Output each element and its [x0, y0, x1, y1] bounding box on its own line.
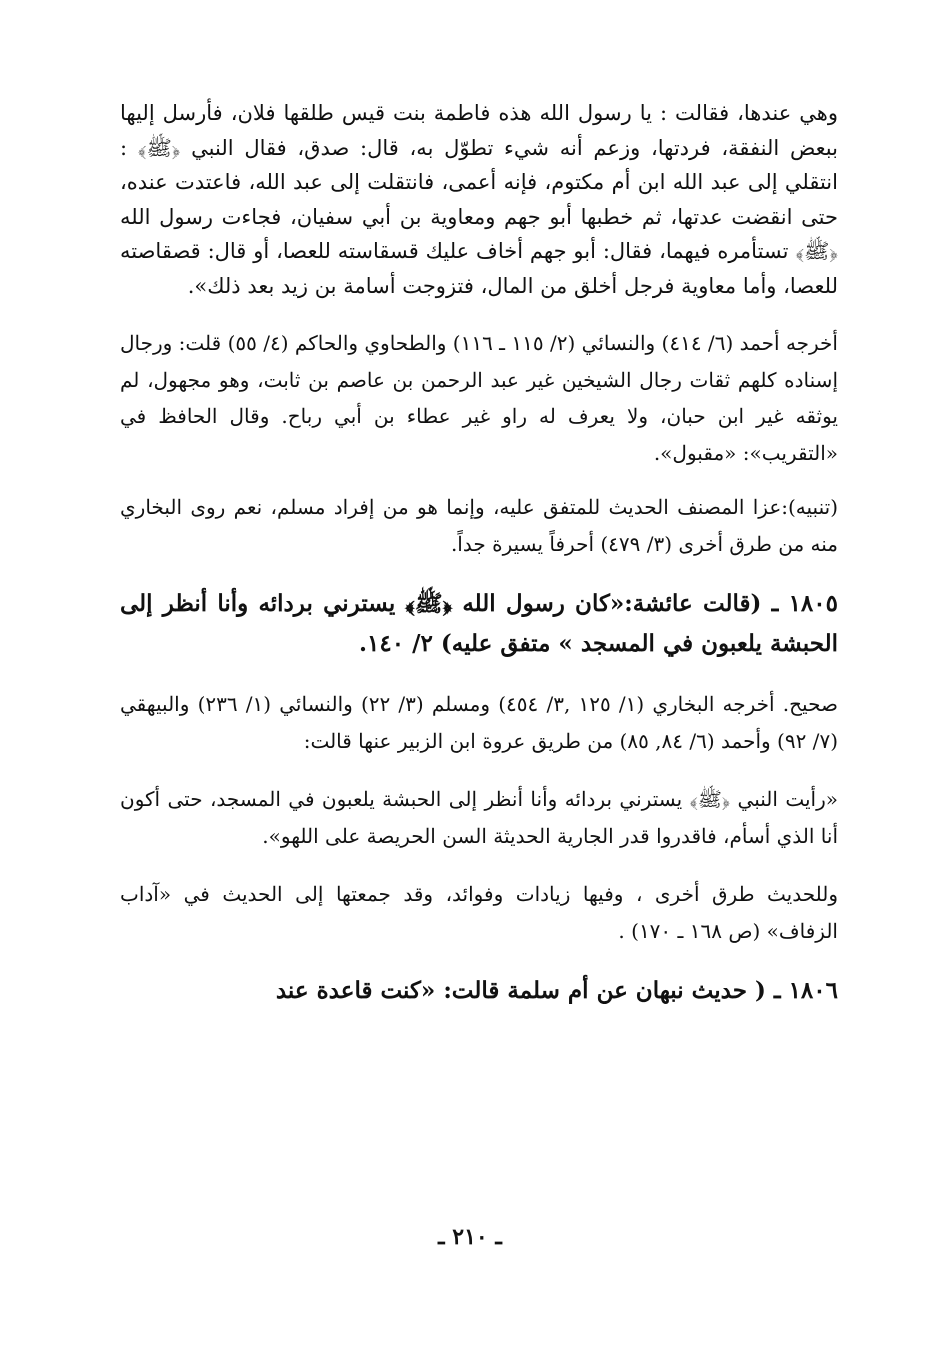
- hadith-1805-heading: ١٨٠٥ ـ (قالت عائشة:«كان رسول الله ﴿ﷺ﴾ يسترني بردائه وأنا أنظر إلى الحبشة يلعبون في المسجد » متفق عليه) ٢/ ١٤٠.: [120, 590, 838, 657]
- tanbih-note-paragraph: (تنبيه):عزا المصنف الحديث للمتفق عليه، وإنما هو من إفراد مسلم، نعم روى البخاري منه من طرق أخرى (٣/ ٤٧٩) أحرفاً يسيرة جداً.: [120, 495, 838, 556]
- hadith-continuation-paragraph: وهي عندها، فقالت : يا رسول الله هذه فاطمة بنت قيس طلقها فلان، فأرسل إليها ببعض النفقة، فردتها، وزعم أنه شيء تطوّل به، قال: صدق، فقال النبي ﴿ﷺ﴾ : انتقلي إلى عبد الله ابن أم مكتوم، فإنه أعمى، فانتقلت إلى عبد الله، فاعتدت عنده، حتى انقضت عدتها، ثم خطبها أبو جهم ومعاوية بن أبي سفيان، فجاءت رسول الله ﴿ﷺ﴾ تستأمره فيهما، فقال: أبو جهم أخاف عليك قسقاسته للعصا، أو قال: قصقاصته للعصا، وأما معاوية فرجل أخلق من المال، فتزوجت أسامة بن زيد بعد ذلك».: [120, 101, 838, 298]
- other-routes-paragraph: وللحديث طرق أخرى ، وفيها زيادات وفوائد، وقد جمعتها إلى الحديث في «آداب الزفاف» (ص ١٦٨ ـ ١٧٠) .: [120, 882, 838, 943]
- sahih-takhrij-paragraph: صحيح. أخرجه البخاري (١/ ١٢٥ ,٣/ ٤٥٤) ومسلم (٣/ ٢٢) والنسائي (١/ ٢٣٦) والبيهقي (٧/ ٩٢) وأحمد (٦/ ٨٤, ٨٥) من طريق عروة ابن الزبير عنها قالت:: [120, 692, 838, 753]
- page-number: ـ ٢١٠ ـ: [438, 1224, 502, 1250]
- hadith-text-quote: «رأيت النبي ﴿ﷺ﴾ يسترني بردائه وأنا أنظر إلى الحبشة يلعبون في المسجد، حتى أكون أنا الذي أسأم، فاقدروا قدر الجارية الحديثة السن الحريصة على اللهو».: [120, 787, 838, 848]
- hadith-1806-heading: ١٨٠٦ ـ ( حديث نبهان عن أم سلمة قالت: «كنت قاعدة عند: [275, 977, 838, 1004]
- takhrij-paragraph: أخرجه أحمد (٦/ ٤١٤) والنسائي (٢/ ١١٥ ـ ١١٦) والطحاوي والحاكم (٤/ ٥٥) قلت: ورجال إسناده كلهم ثقات رجال الشيخين غير عبد الرحمن بن عاصم بن ثابت، وهو مجهول، لم يوثقه غير ابن حبان، ولا يعرف له راو غير عطاء بن أبي رباح. وقال الحافظ في «التقريب»: «مقبول».: [120, 331, 838, 465]
- page-body: [120, 96, 838, 1011]
